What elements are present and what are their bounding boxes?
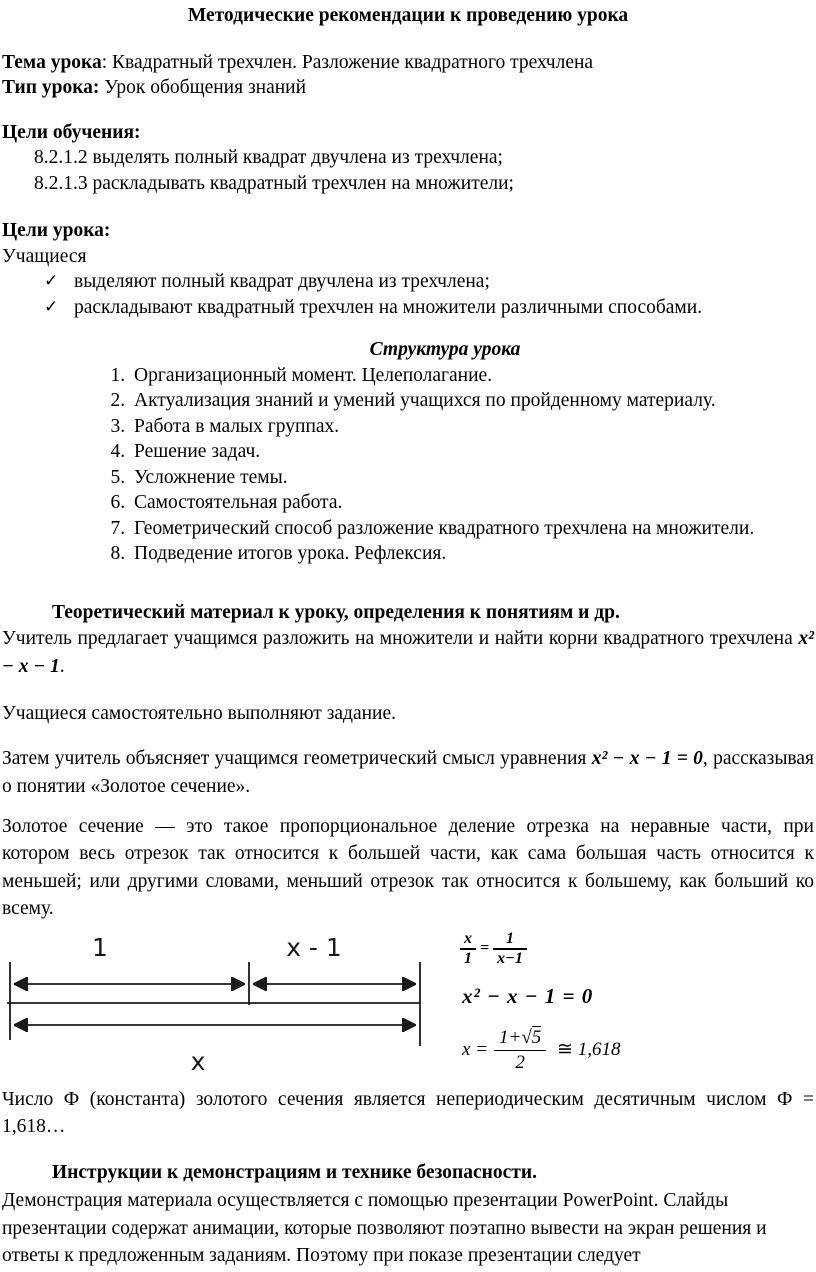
approx-equal-sign: ≅ (557, 1037, 573, 1060)
topic-line (2, 50, 814, 76)
type-line (2, 75, 814, 101)
structure-item: 1. Организационный момент. Целеполагание. (130, 363, 814, 389)
theory-p3-end: , рассказывая о понятии «Золотое сечение». (2, 747, 814, 797)
left-fraction (460, 930, 476, 968)
quadratic-equation: x² − x − 1 = 0 (591, 747, 703, 769)
golden-ratio-root-formula (462, 1027, 620, 1074)
learning-goals-heading: Цели обучения: (2, 121, 141, 143)
topic-separator: : (101, 51, 113, 73)
spacer (2, 196, 814, 218)
lesson-goals-intro: Учащиеся (2, 245, 87, 267)
root-numerator (494, 1027, 546, 1051)
theory-paragraph-1 (2, 625, 814, 681)
checkmark-icon: ✓ (44, 271, 59, 291)
instructions-heading: Инструкции к демонстрациям и технике безопасности. (52, 1161, 537, 1183)
type-label: Тип урока: (2, 77, 105, 98)
lesson-goal-text: раскладывают квадратный трехчлен на множители различными способами. (74, 296, 703, 318)
golden-ratio-definition: Золотое сечение — это такое пропорциональное деление отрезка на неравные части, при котором весь отрезок так относится к большей части, как сама большая часть относится к меньшей; или другими словами, меньший отрезок так относится к большему, как больший ко всему. (2, 815, 814, 919)
structure-item: 7. Геометрический способ разложение квадратного трехчлена на множители. (130, 516, 814, 542)
topic-label: Тема урока (2, 51, 102, 73)
numerator-prefix: 1+ (499, 1027, 522, 1048)
fraction-numerator: 1 (493, 930, 527, 950)
theory-paragraph-2: Учащиеся самостоятельно выполняют задание. (2, 703, 397, 724)
fraction-denominator: x−1 (497, 949, 523, 967)
theory-heading: Теоретический материал к уроку, определения к понятиям и др. (52, 601, 620, 623)
lesson-goals-heading: Цели урока: (2, 220, 111, 241)
theory-p1-end: . (59, 656, 65, 677)
segment-label-x-minus-1: x - 1 (286, 932, 342, 962)
structure-item: 6. Самостоятельная работа. (130, 490, 814, 516)
ratio-equation (460, 930, 527, 968)
learning-goal-item: 8.2.1.2 выделять полный квадрат двучлена из трехчлена; (34, 147, 503, 168)
structure-heading: Структура урока (369, 339, 521, 360)
structure-item: 2. Актуализация знаний и умений учащихся по пройденному материалу. (130, 388, 814, 414)
structure-item: 5. Усложнение темы. (130, 465, 814, 491)
root-denominator: 2 (515, 1052, 525, 1073)
lesson-goal-text: выделяют полный квадрат двучлена из трехчлена; (74, 271, 490, 292)
sqrt-icon: √ (521, 1027, 532, 1048)
quadratic-equation-figure: x² − x − 1 = 0 (462, 983, 594, 1008)
root-fraction (494, 1027, 546, 1074)
theory-p1-text: Учитель предлагает учащимся разложить на множители и найти корни квадратного трехчлена (2, 628, 799, 649)
root-lhs: x (462, 1038, 471, 1060)
fraction-numerator: x (460, 930, 476, 950)
equals-sign: = (475, 1038, 489, 1060)
structure-item: 8. Подведение итогов урока. Рефлексия. (130, 541, 814, 567)
equals-sign: = (480, 939, 490, 957)
theory-paragraph-3 (2, 745, 814, 801)
whole-segment-label-x: x (190, 1046, 206, 1076)
learning-goal-item: 8.2.1.3 раскладывать квадратный трехчлен на множители; (34, 172, 514, 194)
instructions-paragraph: Демонстрация материала осуществляется с помощью презентации PowerPoint. Слайды презентации содержат анимации, которые позволяют поэтапно вывести на экран решения и ответы к предложенным заданиям. Поэтому при показе презентации следует (2, 1190, 767, 1266)
checkmark-icon: ✓ (44, 296, 59, 317)
document-title: Методические рекомендации к проведению урока (187, 5, 629, 26)
golden-ratio-value: 1,618 (577, 1038, 621, 1060)
right-fraction (493, 930, 527, 968)
golden-section-figure (2, 928, 814, 1078)
spacer (2, 320, 814, 337)
trinomial-formula: x² − x − 1 (2, 628, 814, 677)
theory-p3-text: Затем учитель объясняет учащимся геометрический смысл уравнения (2, 747, 592, 769)
segment-diagram (2, 928, 434, 1076)
structure-item: 3. Работа в малых группах. (130, 414, 814, 440)
spacer (2, 101, 814, 120)
structure-item: 4. Решение задач. (130, 439, 814, 465)
radicand: 5 (531, 1027, 542, 1048)
structure-list (2, 363, 814, 567)
type-value: Урок обобщения знаний (104, 77, 307, 98)
fraction-denominator: 1 (464, 949, 472, 967)
figure-formulas (446, 928, 620, 1075)
segment-label-one: 1 (92, 932, 108, 962)
phi-paragraph: Число Ф (константа) золотого сечения является непериодическим десятичным числом Ф = 1,618… (2, 1088, 814, 1137)
topic-value: Квадратный трехчлен. Разложение квадратного трехчлена (112, 51, 594, 73)
lesson-goal-item (2, 269, 814, 295)
lesson-goal-item (2, 295, 814, 321)
